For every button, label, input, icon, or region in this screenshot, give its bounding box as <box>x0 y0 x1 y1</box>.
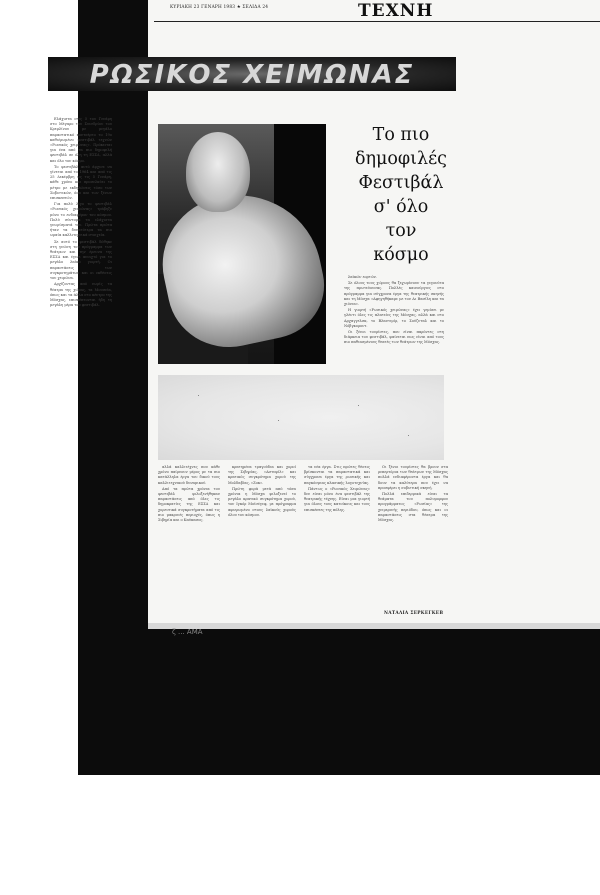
faded-image-area <box>158 375 444 460</box>
section-title: ΤΕΧΝΗ <box>358 1 434 21</box>
headline-line: κόσμο <box>373 245 429 265</box>
paragraph: Πρώτη φορά μετά από τόσα χρόνια η Μόσχα φιλοξενεί το μεγάλο κρατικό συγκρότημα χορού, τον Ιγκόρ Μοϊσέγεφ, με πρόγραμμα αφιερωμένο στους λαϊκούς χορούς όλου του κόσμου. <box>228 486 296 517</box>
paragraph: αλλά καλλιτέχνες που κάθε χρόνο παίρνουν μέρος με τα πιο κατάλληλα έργα του δικού τους καλλιτεχνικού δυναμικού. <box>158 465 220 485</box>
paragraph: λαϊκών εορτών. <box>348 275 378 279</box>
handwritten-note: ζ ... ΑΜΑ <box>172 628 203 636</box>
paragraph: Οι ξένοι τουρίστες θα βρουν στα ρεπερτόρια των θεάτρων της Μόσχας πολλά ενδιαφέροντα έργα και θα δουν τα καλύτερα που έχει να προσφέρει η σοβιετική σκηνή. <box>378 465 448 490</box>
column-5 <box>304 465 370 615</box>
headline-line: δημοφιλές <box>354 149 447 169</box>
column-1 <box>50 117 112 617</box>
banner-title: ΡΩΣΙΚΟΣ ΧΕΙΜΩΝΑΣ <box>89 60 415 90</box>
headline-line: σ' όλο <box>373 197 429 217</box>
column-6 <box>378 465 448 615</box>
author-signature: ΝΑΤΑΛΙΑ ΣΕΡΚΕΓΚΕΒ <box>384 611 444 616</box>
headline-line: Το πιο <box>372 125 430 145</box>
header-rule <box>154 21 600 22</box>
paragraph: Από τα πρώτα χρόνια του φεστιβάλ φιλοξενήθηκαν παραστάσεις από όλες τις δημοκρατίες της ΕΣΣΔ και χορευτικά συγκροτήματα από τις πιο μακρινές περιοχές, όπως η Σιβηρία και ο Καύκασος. <box>158 486 220 523</box>
title-banner <box>48 57 456 91</box>
header-date: ΚΥΡΙΑΚΗ 23 ΓΕΝΑΡΗ 1983 ★ ΣΕΛΙΔΑ 24 <box>170 5 269 10</box>
paragraph: Αρχίζοντας από νωρίς τα θέατρα της χώρας, τα Μουσεία, όπως και τα άλλα στο κέντρο της Μόσχας, επισκέπτονται ήδη τη μεγάλη μέρα του φεστιβάλ. <box>50 282 112 308</box>
paragraph: τα νέα έργα. Στις πρώτες θέσεις βρίσκονται τα παραστατικά και σύγχρονα έργα της ρωσικής και παγκόσμιας κλασικής λογοτεχνίας. <box>304 465 370 485</box>
paragraph: Σε όλους τους χώρους θα ξεχωρίσουν τα γεγονότα της πρωτεύουσας. Πολλές καινούργιες στο πρόγραμμα για σύγχρονα έργα της θεατρικής σκηνής και τη Μόσχα «Αφηγηθήκαμε με τον Αι Βασίλη και τα χιόνια». <box>344 281 444 307</box>
headline-line: τον <box>385 221 417 241</box>
paragraph: κρατημένα τραγούδια και χοροί της Σιβηρίας, «Αστυφίλ» και κρατικός συγκρότημα χορού της Μολδαβίας, «Ζοκ». <box>228 465 296 485</box>
headline-line: Φεστιβάλ <box>358 173 444 193</box>
page-fold <box>148 623 600 629</box>
column-3 <box>228 465 296 615</box>
column-2 <box>158 465 220 615</box>
paragraph: Ελάχιστα στις 5 του Γενάρη στο Μέγαρο του Συνεδρίου του Κρεμλίνου με μεγάλο παραστατικό κοντσέρτο το 19ο καθιέρωμένο φεστιβάλ τεχνών «Ρωσικός χειμώνας». Πρόκειται για ένα από τα πιο δημοφιλή φεστιβάλ σε όλη τη ΕΣΣΔ, αλλά και όλο τον κόσμο. <box>50 117 112 163</box>
paragraph: Η γιορτή «Ρωσικός χειμώνας» έχει γεμίσει με γλέντι όλες τις πλατείες της Μόσχας, αλλά και στο Αρχαγγελσκ, το Βλαντιμίρ, το Σούζνταλ και το Νόβγκοροντ. <box>344 308 444 328</box>
paragraph: Πολλά επιδερμικά είναι τα θεάματα του πολυμορφου προγράμματος «Ρωσίας» της χειμερινής περιόδου, όπως και οι παραστάσεις στα θέατρα της Μόσχας. <box>378 492 448 523</box>
paragraph: Για πολύ λίγο το φεστιβάλ «Ρωσικός χειμώνας» τράβηξε μόνο το ενδιαφέρον του κόσμου. Πολύ σύντομα τα ελάχιστα γνωρίσματά του. Πρώτα πρώτα ήταν τα δυνατότερα τα πιο ωραία καλλιτεχνικά στοιχεία. <box>50 202 112 238</box>
headline <box>346 123 456 267</box>
paragraph: Σε αυτό το φεστιβάλ δόθηκε στη γνώση του πρόγραμμα των θεάτρων και την έρευνα της ΕΣΣΔ και έγινε ανοιχτό για το μεγάλο λαϊκό γιορτή. Οι παραστάσεις των συγκροτημάτων και οι εκθέσεις του χειμώνα. <box>50 239 112 281</box>
paragraph: Πάντως ο «Ρωσικός Χειμώνας» δεν είναι μόνο ένα φεστιβάλ της θεατρικής τέχνης. Είναι μια γιορτή για όλους τους κατοίκους και τους επισκέπτες της πόλης. <box>304 486 370 512</box>
dancer-photo <box>158 124 326 364</box>
paragraph: Το φεστιβάλ αυτό άρχισε να γίνεται από το 1964 και από τις 25 Δεκέμβρη ως τις 5 Γενάρη, κάθε χρόνο και προσελκύει το μέτρο με εκδηλώσεις τόσο των Σοβιετικών, όσο και των ξένων επισκεπτών. <box>50 164 112 201</box>
paragraph: Οι ξένοι τουρίστες, που είναι παρόντες στη διάρκεια του φεστιβάλ, φαίνεται πως είναι από τους πιο παθιασμένους θεατές των θεάτρων της Μόσχας. <box>344 330 444 345</box>
